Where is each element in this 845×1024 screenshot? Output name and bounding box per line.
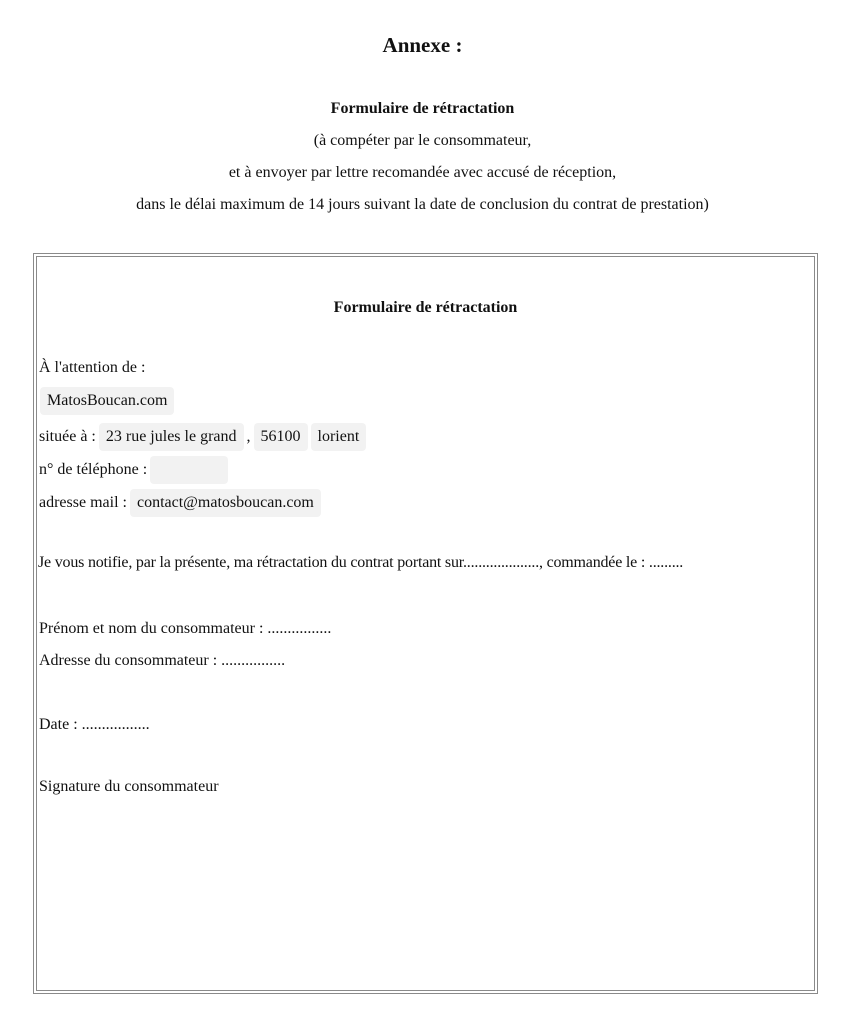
street-field[interactable]: 23 rue jules le grand bbox=[99, 423, 244, 451]
phone-row bbox=[39, 456, 228, 484]
consumer-address-text: Adresse du consommateur : ................ bbox=[39, 652, 286, 669]
company-name-field[interactable]: MatosBoucan.com bbox=[40, 387, 174, 415]
intro-line-2: et à envoyer par lettre recomandée avec accusé de réception, bbox=[228, 164, 617, 181]
company-row bbox=[37, 387, 174, 415]
address-comma: , bbox=[246, 428, 251, 445]
date-row bbox=[39, 715, 150, 735]
consumer-name-row bbox=[39, 619, 331, 639]
address-row bbox=[39, 423, 366, 451]
notification-row bbox=[38, 553, 683, 573]
intro-line-1: (à compéter par le consommateur, bbox=[313, 132, 532, 149]
form-title: Formulaire de rétractation bbox=[333, 299, 518, 316]
intro-line-3: dans le délai maximum de 14 jours suivant la date de conclusion du contrat de prestation) bbox=[136, 196, 709, 213]
email-row bbox=[39, 489, 321, 517]
withdrawal-form-inner-border bbox=[36, 256, 815, 991]
postal-code-field[interactable]: 56100 bbox=[254, 423, 308, 451]
email-label: adresse mail : bbox=[39, 494, 127, 511]
date-text: Date : ................. bbox=[39, 716, 150, 733]
signature-text: Signature du consommateur bbox=[39, 778, 219, 795]
phone-field[interactable] bbox=[150, 456, 228, 484]
attention-label: À l'attention de : bbox=[39, 359, 146, 376]
notification-text: Je vous notifie, par la présente, ma rétractation du contrat portant sur...................., commandée le : ......... bbox=[38, 554, 684, 571]
intro-block bbox=[0, 97, 845, 225]
attention-row bbox=[39, 358, 145, 378]
phone-label: n° de téléphone : bbox=[39, 461, 148, 478]
intro-heading: Formulaire de rétractation bbox=[330, 100, 515, 117]
consumer-name-text: Prénom et nom du consommateur : ................ bbox=[39, 620, 332, 637]
consumer-address-row bbox=[39, 651, 285, 671]
withdrawal-form-box bbox=[33, 253, 818, 994]
page-title: Annexe : bbox=[382, 33, 463, 57]
address-label: située à : bbox=[39, 428, 96, 445]
signature-row bbox=[39, 777, 219, 797]
email-field[interactable]: contact@matosboucan.com bbox=[130, 489, 321, 517]
city-field[interactable]: lorient bbox=[311, 423, 367, 451]
